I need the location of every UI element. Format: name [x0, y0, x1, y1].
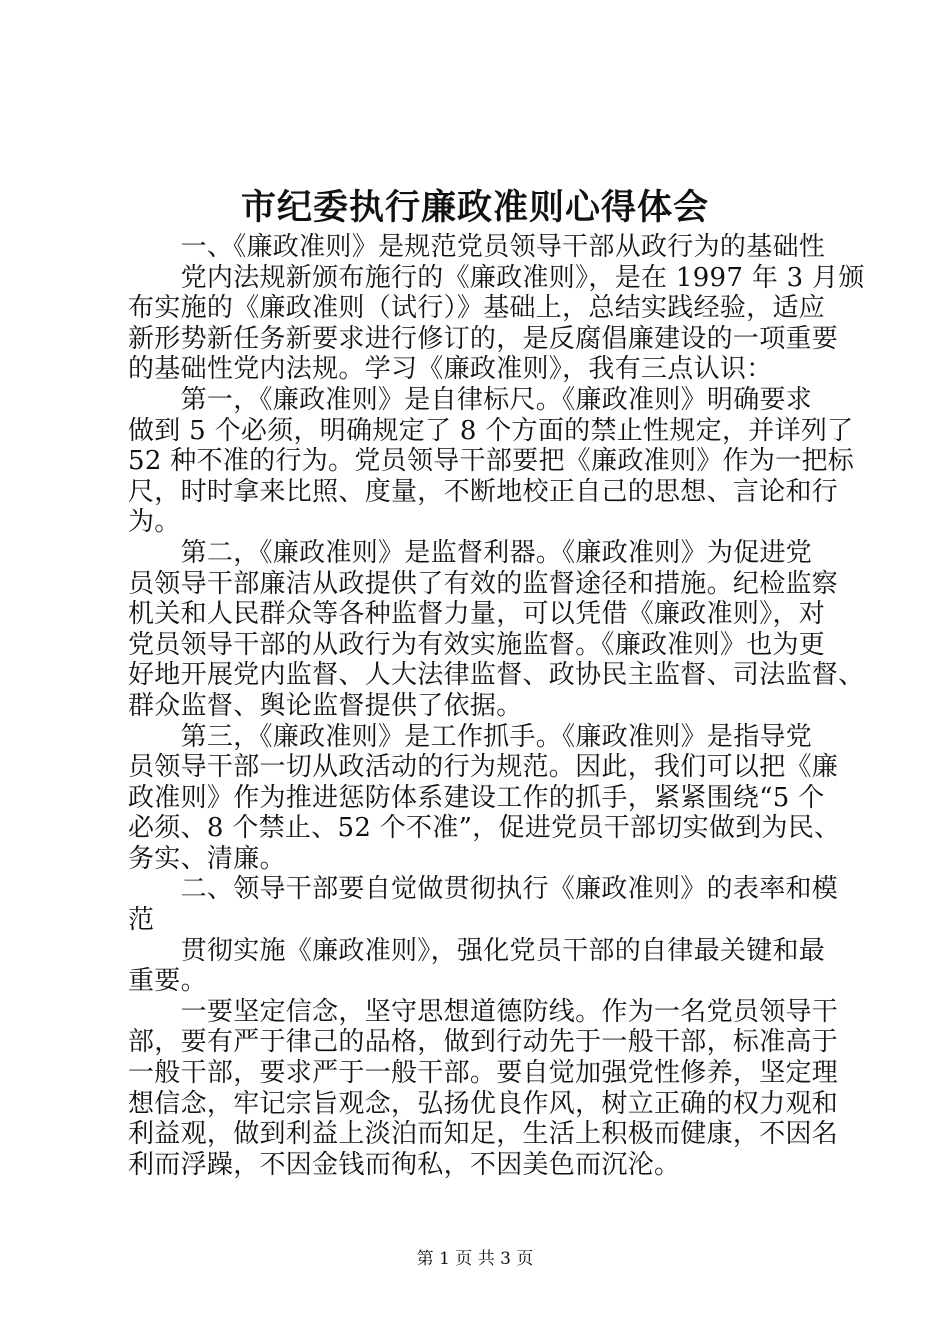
- body-line: 好地开展党内监督、人大法律监督、政协民主监督、司法监督、: [128, 660, 865, 691]
- document-title: 市纪委执行廉政准则心得体会: [240, 187, 709, 228]
- body-line: 必须、8 个禁止、52 个不准”，促进党员干部切实做到为民、: [128, 813, 841, 844]
- body-line: 一、《廉政准则》是规范党员领导干部从政行为的基础性: [128, 232, 826, 262]
- body-line: 部，要有严于律己的品格，做到行动先于一般干部，标准高于: [128, 1027, 839, 1058]
- body-line: 重要。: [128, 966, 207, 997]
- body-line: 尺，时时拿来比照、度量，不断地校正自己的思想、言论和行: [128, 476, 839, 507]
- body-line: 机关和人民群众等各种监督力量，可以凭借《廉政准则》，对: [128, 599, 826, 630]
- body-line: 做到 5 个必须，明确规定了 8 个方面的禁止性规定，并详列了: [128, 415, 854, 446]
- body-line: 贯彻实施《廉政准则》，强化党员干部的自律最关键和最: [128, 935, 826, 966]
- body-line: 员领导干部廉洁从政提供了有效的监督途径和措施。纪检监察: [128, 568, 839, 599]
- body-line: 利而浮躁，不因金钱而徇私，不因美色而沉沦。: [128, 1149, 681, 1180]
- body-line: 利益观，做到利益上淡泊而知足，生活上积极而健康，不因名: [128, 1119, 839, 1150]
- body-line: 第三，《廉政准则》是工作抓手。《廉政准则》是指导党: [128, 721, 813, 752]
- body-line: 第二，《廉政准则》是监督利器。《廉政准则》为促进党: [128, 537, 813, 568]
- body-line: 员领导干部一切从政活动的行为规范。因此，我们可以把《廉: [128, 752, 839, 783]
- body-line: 政准则》作为推进惩防体系建设工作的抓手，紧紧围绕“5 个: [128, 782, 825, 813]
- body-line: 想信念，牢记宗旨观念，弘扬优良作风，树立正确的权力观和: [128, 1088, 839, 1119]
- body-line: 党员领导干部的从政行为有效实施监督。《廉政准则》也为更: [128, 629, 826, 660]
- body-line: 一要坚定信念，坚守思想道德防线。作为一名党员领导干: [128, 996, 839, 1027]
- body-line: 的基础性党内法规。学习《廉政准则》，我有三点认识：: [128, 354, 773, 385]
- body-line: 一般干部，要求严于一般干部。要自觉加强党性修养，坚定理: [128, 1058, 839, 1089]
- body-line: 党内法规新颁布施行的《廉政准则》，是在 1997 年 3 月颁: [128, 262, 865, 293]
- page-footer: 第 1 页 共 3 页: [416, 1249, 534, 1269]
- body-line: 布实施的《廉政准则（试行）》基础上，总结实践经验，适应: [128, 293, 826, 324]
- body-line: 范: [128, 905, 155, 936]
- body-line: 务实、清廉。: [128, 843, 286, 874]
- body-line: 二、领导干部要自觉做贯彻执行《廉政准则》的表率和模: [128, 874, 839, 905]
- body-line: 群众监督、舆论监督提供了依据。: [128, 690, 523, 721]
- body-line: 为。: [128, 507, 181, 538]
- body-line: 52 种不准的行为。党员领导干部要把《廉政准则》作为一把标: [128, 446, 855, 477]
- body-line: 第一，《廉政准则》是自律标尺。《廉政准则》明确要求: [128, 384, 813, 415]
- body-line: 新形势新任务新要求进行修订的，是反腐倡廉建设的一项重要: [128, 323, 839, 354]
- document-body: [128, 232, 865, 1180]
